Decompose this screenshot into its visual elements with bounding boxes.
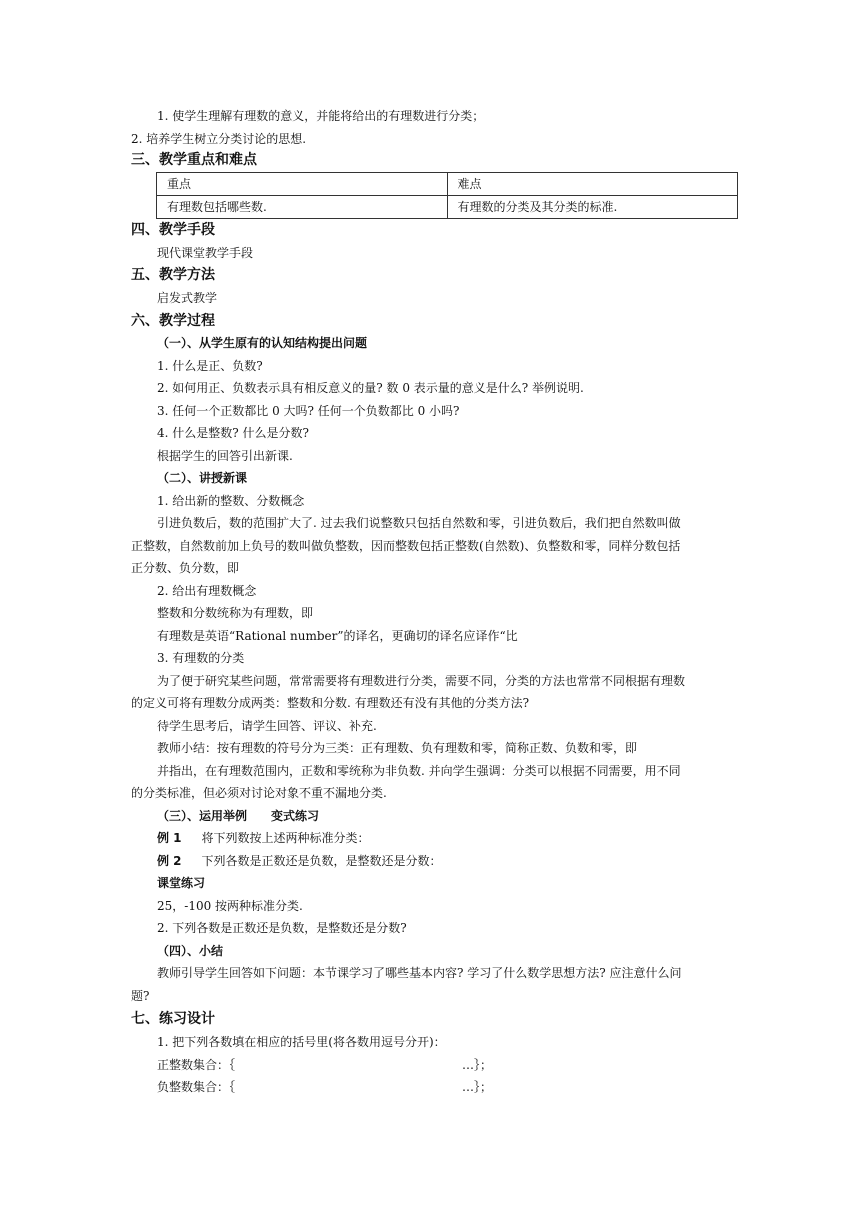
section-5-text: 启发式教学 (157, 291, 218, 305)
table-header-difficulties: 难点 (447, 173, 738, 196)
section-4-heading: 四、教学手段 (131, 222, 215, 238)
positive-integer-set-label: 正整数集合：｛ (157, 1058, 236, 1072)
part-1-lead: 根据学生的回答引出新课. (157, 449, 293, 463)
part-2-p1-line3: 正分数、负分数，即 (131, 561, 240, 575)
part-2-s2: 2. 给出有理数概念 (157, 584, 257, 598)
summary-line2: 题? (131, 989, 150, 1003)
part-2-p5: 待学生思考后，请学生回答、评议、补充. (157, 719, 377, 733)
summary-line1: 教师引导学生回答如下问题：本节课学习了哪些基本内容? 学习了什么数学思想方法? 应注意什么问 (157, 966, 682, 980)
objective-2: 2. 培养学生树立分类讨论的思想. (131, 132, 307, 146)
part-1-heading: （一）、从学生原有的认知结构提出问题 (157, 336, 368, 350)
part-2-p4-line1: 为了便于研究某些问题，常常需要将有理数进行分类，需要不同，分类的方法也常常不同根据有理数 (157, 674, 686, 688)
table-cell-difficulties: 有理数的分类及其分类的标准. (447, 196, 738, 219)
objective-1: 1. 使学生理解有理数的意义，并能将给出的有理数进行分类； (157, 109, 485, 123)
practice-1: 25，-100 按两种标准分类. (157, 899, 303, 913)
practice-heading: 课堂练习 (157, 876, 206, 890)
part-2-heading: （二）、讲授新课 (157, 471, 248, 485)
table-cell-key-points: 有理数包括哪些数. (157, 196, 448, 219)
practice-2: 2. 下列各数是正数还是负数，是整数还是分数? (157, 921, 407, 935)
exercise-1: 1. 把下列各数填在相应的括号里(将各数用逗号分开)： (157, 1035, 446, 1049)
part-2-p7-line2: 的分类标准，但必须对讨论对象不重不漏地分类. (131, 786, 387, 800)
part-2-p3: 有理数是英语“Rational number”的译名，更确切的译名应译作“比 (157, 629, 518, 643)
positive-integer-set-end: …｝； (462, 1058, 493, 1072)
part-1-q3: 3. 任何一个正数都比 0 大吗? 任何一个负数都比 0 小吗? (157, 404, 460, 418)
table-header-key-points: 重点 (157, 173, 448, 196)
negative-integer-set-end: …｝； (462, 1080, 493, 1094)
part-2-p1-line1: 引进负数后，数的范围扩大了. 过去我们说整数只包括自然数和零，引进负数后，我们把自然数叫做 (157, 516, 681, 530)
part-1-q2: 2. 如何用正、负数表示具有相反意义的量? 数 0 表示量的意义是什么? 举例说明. (157, 381, 584, 395)
example-2 (157, 853, 442, 869)
part-2-p6: 教师小结：按有理数的符号分为三类：正有理数、负有理数和零，简称正数、负数和零，即 (157, 741, 638, 755)
section-4-text: 现代课堂教学手段 (157, 246, 254, 260)
section-7-heading: 七、练习设计 (131, 1011, 215, 1027)
example-2-text: 下列各数是正数还是负数，是整数还是分数： (201, 854, 442, 868)
example-2-label: 例 2 (157, 854, 182, 868)
part-3-heading: （三）、运用举例 变式练习 (157, 809, 320, 823)
part-4-heading: （四）、小结 (157, 944, 224, 958)
part-2-s1: 1. 给出新的整数、分数概念 (157, 494, 305, 508)
section-3-heading: 三、教学重点和难点 (131, 152, 257, 168)
key-points-table (156, 172, 738, 219)
example-1-text: 将下列数按上述两种标准分类： (201, 831, 370, 845)
section-5-heading: 五、教学方法 (131, 267, 215, 283)
example-1-label: 例 1 (157, 831, 182, 845)
part-2-p7-line1: 并指出，在有理数范围内，正数和零统称为非负数. 并向学生强调：分类可以根据不同需要，用不同 (157, 764, 681, 778)
part-1-q1: 1. 什么是正、负数? (157, 359, 263, 373)
example-1 (157, 830, 370, 846)
part-2-p4-line2: 的定义可将有理数分成两类：整数和分数. 有理数还有没有其他的分类方法? (131, 696, 530, 710)
part-2-p1-line2: 正整数，自然数前加上负号的数叫做负整数，因而整数包括正整数(自然数)、负整数和零，同样分数包括 (131, 539, 681, 553)
part-2-p2: 整数和分数统称为有理数，即 (157, 606, 314, 620)
section-6-heading: 六、教学过程 (131, 313, 215, 329)
part-2-s3: 3. 有理数的分类 (157, 651, 245, 665)
negative-integer-set-label: 负整数集合：｛ (157, 1080, 236, 1094)
part-1-q4: 4. 什么是整数? 什么是分数? (157, 426, 309, 440)
